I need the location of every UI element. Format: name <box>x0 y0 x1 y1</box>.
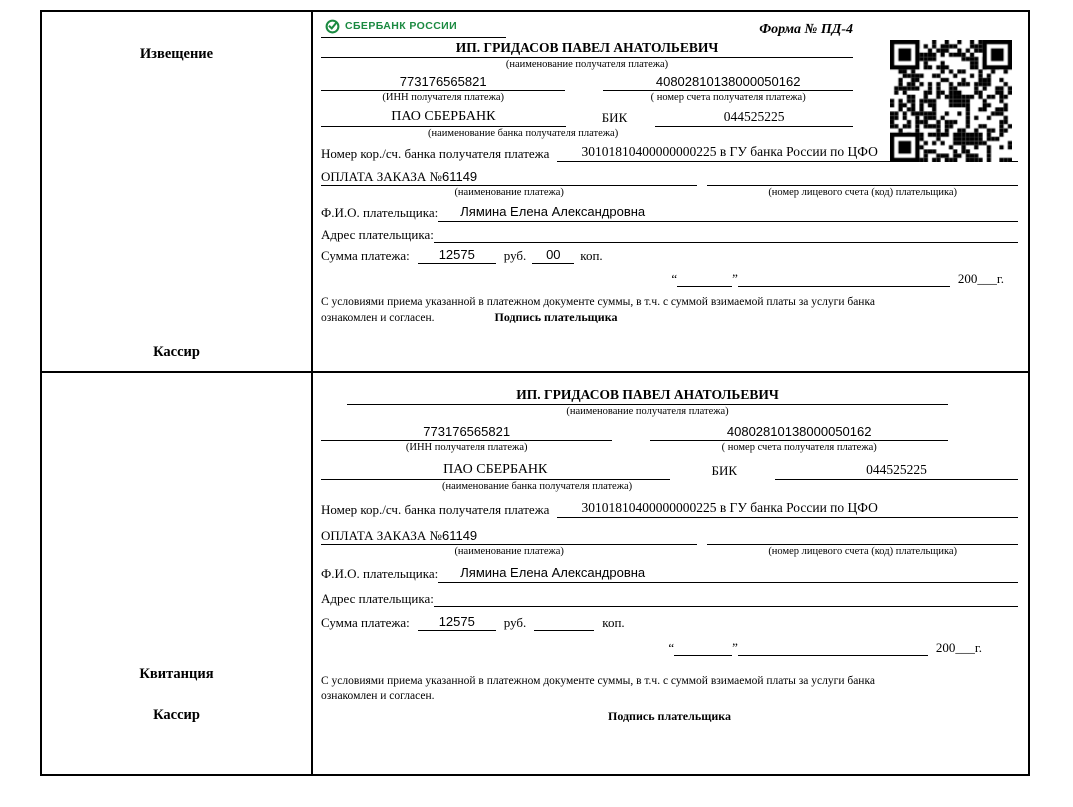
day-line <box>677 270 732 287</box>
quote-close: ” <box>732 640 738 655</box>
receipt-section <box>42 373 1028 774</box>
payee-caption: (наименование получателя платежа) <box>505 58 669 70</box>
payer-address-label: Адрес плательщика: <box>321 226 434 242</box>
rub-label: руб. <box>503 247 527 263</box>
bank-name-value: ПАО СБЕРБАНК <box>321 461 670 480</box>
corr-account-value: 30101810400000000225 в ГУ банка России по ЦФО <box>557 500 1018 518</box>
terms-line1: С условиями приема указанной в платежном документе суммы, в т.ч. с суммой взимаемой платы за услуги банка <box>321 296 875 309</box>
month-line <box>738 270 950 287</box>
terms-text <box>321 295 1018 326</box>
payer-address-value <box>434 590 1018 607</box>
corr-account-value: 30101810400000000225 в ГУ банка России по ЦФО <box>557 144 1018 162</box>
account-caption: ( номер счета получателя платежа) <box>650 92 806 104</box>
payment-form-pd4 <box>40 10 1030 776</box>
account-caption: ( номер счета получателя платежа) <box>721 442 877 454</box>
rub-label: руб. <box>503 614 527 630</box>
bank-name-value: ПАО СБЕРБАНК <box>321 108 566 127</box>
payment-caption: (наименование платежа) <box>454 187 564 199</box>
kop-label: коп. <box>602 614 625 630</box>
payment-purpose-label: ОПЛАТА ЗАКАЗА № <box>321 527 442 543</box>
payee-account-value: 40802810138000050162 <box>650 424 948 441</box>
sberbank-logo-text: СБЕРБАНК РОССИИ <box>345 19 458 32</box>
notice-left-column <box>42 12 313 371</box>
personal-account-caption: (номер лицевого счета (код) плательщика) <box>768 546 958 558</box>
sum-kop-value <box>534 614 594 631</box>
payee-name: ИП. ГРИДАСОВ ПАВЕЛ АНАТОЛЬЕВИЧ <box>347 387 948 405</box>
notice-content <box>313 12 1028 371</box>
sum-rub-value: 12575 <box>418 247 496 264</box>
terms-line2: ознакомлен и согласен. <box>321 312 435 325</box>
notice-section <box>42 12 1028 373</box>
day-line <box>674 639 732 656</box>
receipt-content <box>313 373 1028 774</box>
signature-label-receipt: Подпись плательщика <box>608 709 731 724</box>
payee-caption: (наименование получателя платежа) <box>566 405 729 417</box>
order-number: 61149 <box>441 168 478 184</box>
sberbank-logo-icon <box>325 19 340 34</box>
quote-open: “ <box>668 640 675 655</box>
payment-caption: (наименование платежа) <box>454 546 564 558</box>
payment-purpose-line <box>321 528 697 545</box>
personal-account-line <box>707 169 1018 186</box>
personal-account-line <box>707 528 1018 545</box>
quote-open: “ <box>671 271 678 286</box>
qr-code <box>890 40 1012 162</box>
quote-close: ” <box>732 271 738 286</box>
payment-purpose-line <box>321 169 697 186</box>
bank-caption: (наименование банка получателя платежа) <box>428 127 619 139</box>
bik-value: 044525225 <box>775 462 1018 480</box>
sum-rub-value: 12575 <box>418 614 496 631</box>
sum-kop-value: 00 <box>532 247 574 264</box>
payee-inn-value: 773176565821 <box>321 74 565 91</box>
signature-label-notice: Подпись плательщика <box>494 310 618 325</box>
payer-name-label: Ф.И.О. плательщика: <box>321 566 439 582</box>
payee-account-value: 40802810138000050162 <box>603 74 853 91</box>
payer-name-label: Ф.И.О. плательщика: <box>321 205 439 221</box>
sum-label: Сумма платежа: <box>321 614 410 630</box>
payer-address-value <box>434 226 1018 243</box>
payer-address-label: Адрес плательщика: <box>321 590 434 606</box>
kop-label: коп. <box>580 247 603 263</box>
bank-caption: (наименование банка получателя платежа) <box>441 480 633 492</box>
payer-name-value: Лямина Елена Александровна <box>438 204 1018 221</box>
receipt-left-column <box>42 373 313 774</box>
corr-account-label: Номер кор./сч. банка получателя платежа <box>321 501 550 517</box>
form-number: Форма № ПД-4 <box>759 21 853 37</box>
year-label: 200___г. <box>957 271 1004 286</box>
sum-label: Сумма платежа: <box>321 247 410 263</box>
terms-line1: С условиями приема указанной в платежном документе суммы, в т.ч. с суммой взимаемой платы за услуги банка <box>321 675 875 688</box>
corr-account-label: Номер кор./сч. банка получателя платежа <box>321 145 550 161</box>
payment-purpose-label: ОПЛАТА ЗАКАЗА № <box>321 168 442 184</box>
month-line <box>738 639 928 656</box>
payee-name: ИП. ГРИДАСОВ ПАВЕЛ АНАТОЛЬЕВИЧ <box>321 40 853 58</box>
cashier-label-receipt: Кассир <box>153 707 200 723</box>
bik-label: БИК <box>711 462 738 478</box>
year-label: 200___г. <box>935 640 982 655</box>
payee-inn-value: 773176565821 <box>321 424 612 441</box>
terms-text <box>321 674 1018 704</box>
personal-account-caption: (номер лицевого счета (код) плательщика) <box>768 187 958 199</box>
section-label-notice: Извещение <box>139 46 214 62</box>
sberbank-logo <box>321 18 506 38</box>
inn-caption: (ИНН получателя платежа) <box>382 92 504 104</box>
terms-line2: ознакомлен и согласен. <box>321 690 435 703</box>
section-label-receipt: Квитанция <box>139 666 214 682</box>
bik-value: 044525225 <box>655 109 853 127</box>
bik-label: БИК <box>601 109 628 125</box>
cashier-label-notice: Кассир <box>153 344 200 360</box>
inn-caption: (ИНН получателя платежа) <box>405 442 528 454</box>
payer-name-value: Лямина Елена Александровна <box>438 565 1018 582</box>
order-number: 61149 <box>441 527 478 543</box>
